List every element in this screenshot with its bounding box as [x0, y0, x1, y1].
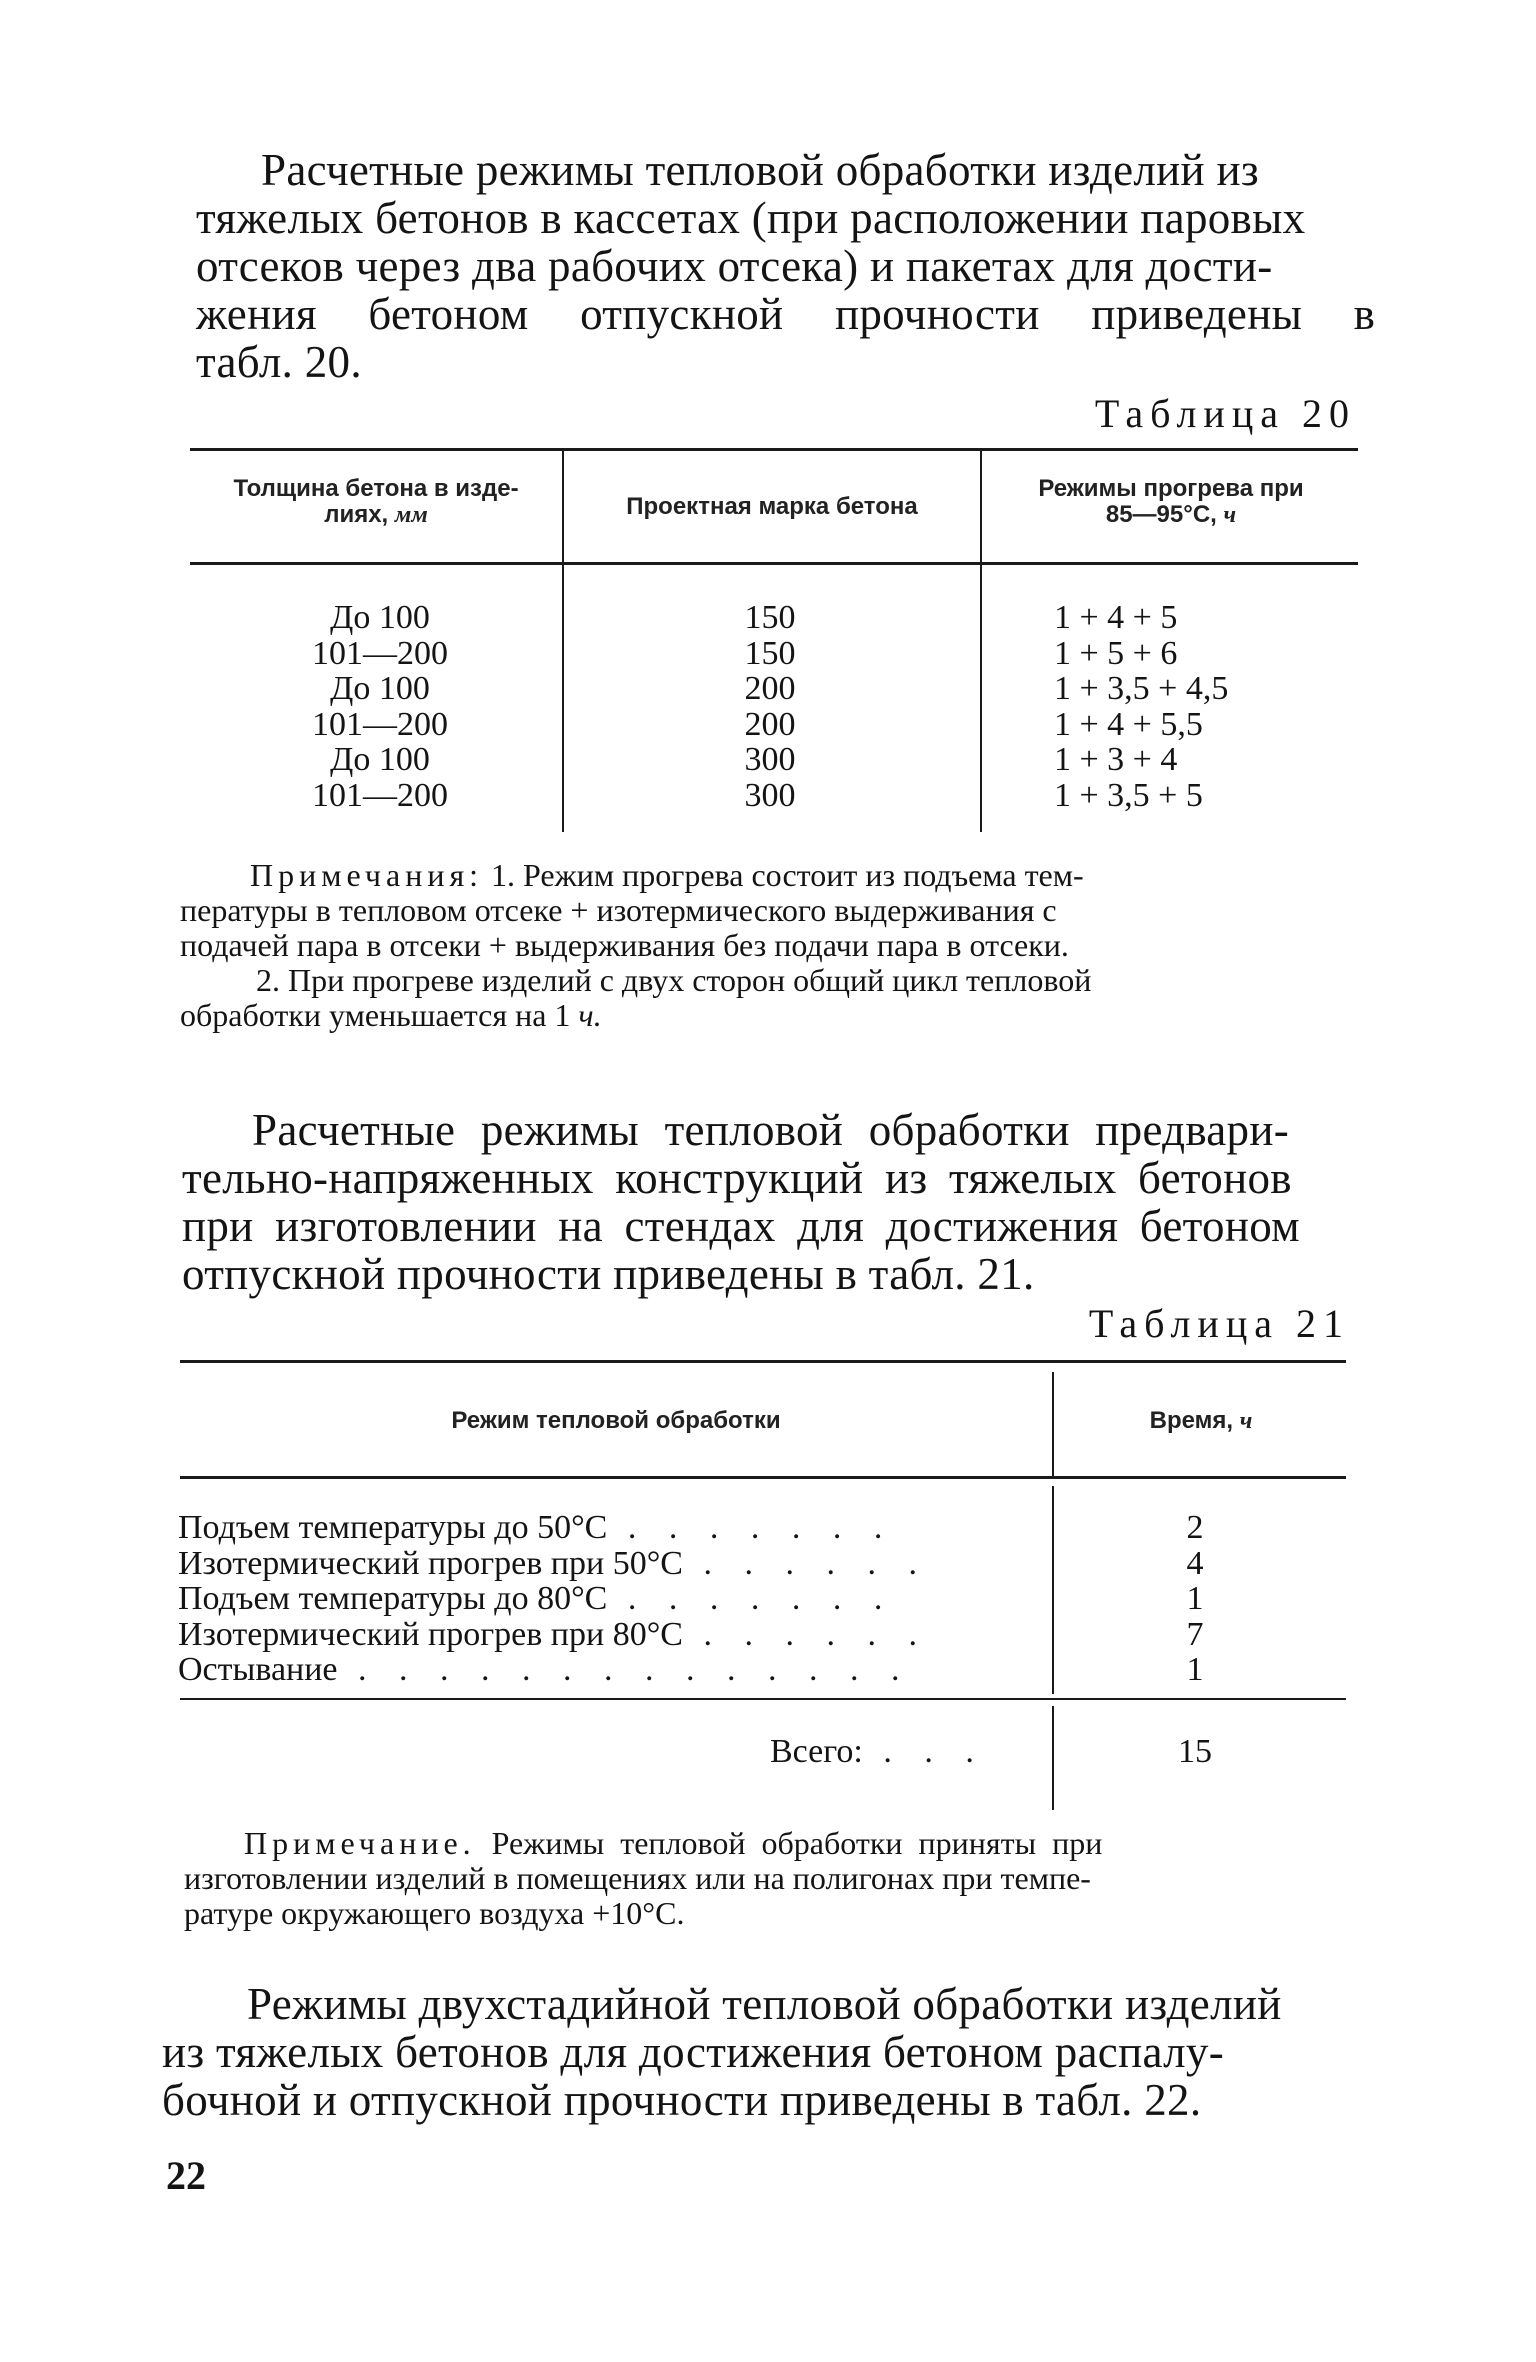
intro-line: табл. 20. [196, 337, 362, 387]
table20-cell-thickness: До 100 [330, 741, 430, 778]
second-line: Расчетные режимы тепловой обработки предвари- [252, 1105, 1290, 1155]
table21-caption: Таблица 21 [1088, 1301, 1350, 1346]
table20-notes [180, 858, 1350, 1033]
table20-notes-text: пературы в тепловом отсеке + изотермического выдерживания с [180, 892, 1057, 928]
table21-mode-text: Подъем температуры до 50°С [178, 1509, 608, 1546]
table21-header-rule [180, 1476, 1346, 1479]
table21-total-cell [770, 1734, 1050, 1770]
table21-cell-time: 1 [1186, 1580, 1204, 1617]
table20-col-mode [1054, 600, 1354, 813]
table20-notes-label: Примечания: [250, 857, 484, 893]
table20-cell-thickness: 101—200 [312, 776, 448, 814]
table20-cell-thickness: До 100 [330, 599, 430, 636]
table21-total-label: Всего: [770, 1733, 863, 1770]
table21-note [184, 1826, 1348, 1931]
table20-cell-grade: 300 [744, 776, 796, 814]
table20-notes-text: 1. Режим прогрева состоит из подъема тем- [483, 857, 1084, 893]
table21-cell-time: 2 [1186, 1509, 1204, 1546]
table21-cell-mode [178, 1617, 1048, 1653]
table21-mode-text: Изотермический прогрев при 50°С [178, 1544, 683, 1582]
table20-notes-line-5 [180, 998, 1350, 1033]
table21-mode-text: Подъем температуры до 80°С [178, 1580, 608, 1617]
leader-dots: . . . . . . . [607, 1509, 895, 1546]
intro-line: тяжелых бетонов в кассетах (при расположении паровых [196, 193, 1306, 243]
intro-line: жения бетоном отпускной прочности приведены в [196, 289, 1376, 339]
table21-total-rule [180, 1698, 1346, 1700]
table20-cell-thickness: 101—200 [312, 634, 448, 672]
table20-notes-text: обработки уменьшается на 1 [180, 997, 579, 1033]
table20-top-rule [190, 448, 1358, 451]
table21-top-rule [180, 1360, 1346, 1363]
table21-col-mode [178, 1510, 1048, 1688]
table21-mode-text: Остывание [178, 1651, 338, 1688]
table21-cell-mode [178, 1546, 1048, 1582]
table20-col-divider [562, 450, 564, 832]
table21-header-time-text: Время, [1149, 1407, 1240, 1434]
table20-cell-mode: 1 + 5 + 6 [1054, 634, 1178, 672]
table21-header-mode: Режим тепловой обработки [451, 1407, 781, 1434]
second-line: отпускной прочности приведены в табл. 21. [182, 1249, 1035, 1299]
table21-cell-mode [178, 1581, 1048, 1617]
table21-cell-time: 1 [1186, 1651, 1204, 1688]
intro-paragraph [196, 145, 1376, 387]
leader-dots: . . . . . . [682, 1544, 929, 1582]
table20-cell-thickness: До 100 [330, 670, 430, 707]
table20-cell-mode: 1 + 4 + 5 [1054, 599, 1178, 636]
second-paragraph [182, 1106, 1350, 1298]
intro-line: Расчетные режимы тепловой обработки изделий из [261, 145, 1259, 195]
table20-cell-grade: 300 [744, 741, 796, 778]
table21-note-text: ратуре окружающего воздуха +10°С. [184, 1895, 685, 1931]
table20-col-grade [660, 600, 880, 813]
table20-notes-text: 2. При прогреве изделий с двух сторон общий цикл тепловой [256, 962, 1092, 998]
leader-dots: . . . . . . . [607, 1580, 895, 1617]
second-line: при изготовлении на стендах для достижения бетоном [182, 1201, 1300, 1251]
table20-cell-mode: 1 + 3,5 + 4,5 [1054, 670, 1229, 707]
table21-note-text: изготовлении изделий в помещениях или на полигонах при темпе- [184, 1860, 1091, 1896]
table20-cell-mode: 1 + 4 + 5,5 [1054, 705, 1203, 743]
table21-col-divider [1052, 1372, 1054, 1476]
table21-col-divider [1052, 1706, 1054, 1810]
table21-note-label: Примечание. [244, 1825, 476, 1861]
table21-cell-mode [178, 1652, 1048, 1688]
page-number: 22 [166, 2153, 206, 2198]
table21-cell-mode [178, 1510, 1048, 1546]
table20-header-grade: Проектная марка бетона [626, 493, 918, 520]
table20-col-divider [980, 450, 982, 832]
table20-header-thickness [192, 476, 560, 528]
table20-header-mode-line2: 85—95°С, [1105, 501, 1224, 528]
table20-header-rule [190, 562, 1358, 565]
table21-cell-time: 4 [1186, 1544, 1204, 1582]
table20-cell-grade: 150 [744, 634, 796, 672]
table20-notes-text: подачей пара в отсеки + выдерживания без подачи пара в отсеки. [180, 927, 1069, 963]
table21-total-row [770, 1734, 1050, 1770]
table21-header-time-unit: ч [1239, 1408, 1253, 1434]
table21-col-time [1100, 1510, 1290, 1688]
table21-mode-text: Изотермический прогрев при 80°С [178, 1615, 683, 1653]
leader-dots: . . . . . . [682, 1615, 929, 1653]
final-line: из тяжелых бетонов для достижения бетоном распалу- [162, 2027, 1224, 2077]
table20-header-thickness-unit: мм [394, 502, 428, 528]
table20-cell-thickness: 101—200 [312, 705, 448, 743]
table21-cell-time: 7 [1186, 1615, 1204, 1653]
table20-col-thickness [250, 600, 510, 813]
table20-cell-mode: 1 + 3,5 + 5 [1054, 776, 1203, 814]
second-line: тельно-напряженных конструкций из тяжелых бетонов [182, 1153, 1292, 1203]
table20-header-mode-line1: Режимы прогрева при [1038, 475, 1304, 502]
table20-header-mode-unit: ч [1223, 502, 1237, 528]
table20-cell-grade: 200 [744, 705, 796, 743]
table20-notes-unit: ч. [578, 997, 602, 1033]
final-paragraph [162, 1980, 1342, 2124]
table20-cell-grade: 150 [744, 599, 796, 636]
table20-header-thickness-text: Толщина бетона в изде- лиях, [233, 475, 519, 528]
table21-note-line-1 [184, 1826, 1348, 1861]
table21-note-text: Режимы тепловой обработки приняты при [475, 1825, 1103, 1861]
table20-cell-grade: 200 [744, 670, 796, 707]
table21-total-value: 15 [1178, 1733, 1212, 1770]
leader-dots: . . . [862, 1733, 986, 1770]
final-line: Режимы двухстадийной тепловой обработки изделий [247, 1979, 1282, 2029]
table20-cell-mode: 1 + 3 + 4 [1054, 741, 1178, 778]
intro-line: отсеков через два рабочих отсека) и пакетах для дости- [196, 241, 1273, 291]
table20-notes-line-1 [180, 858, 1350, 893]
table20-header-mode [984, 476, 1358, 528]
leader-dots: . . . . . . . . . . . . . . [337, 1651, 912, 1688]
table20-caption: Таблица 20 [1094, 391, 1356, 436]
table21-header-time [1056, 1408, 1346, 1434]
final-line: бочной и отпускной прочности приведены в табл. 22. [162, 2075, 1202, 2125]
table21-col-divider [1052, 1486, 1054, 1694]
